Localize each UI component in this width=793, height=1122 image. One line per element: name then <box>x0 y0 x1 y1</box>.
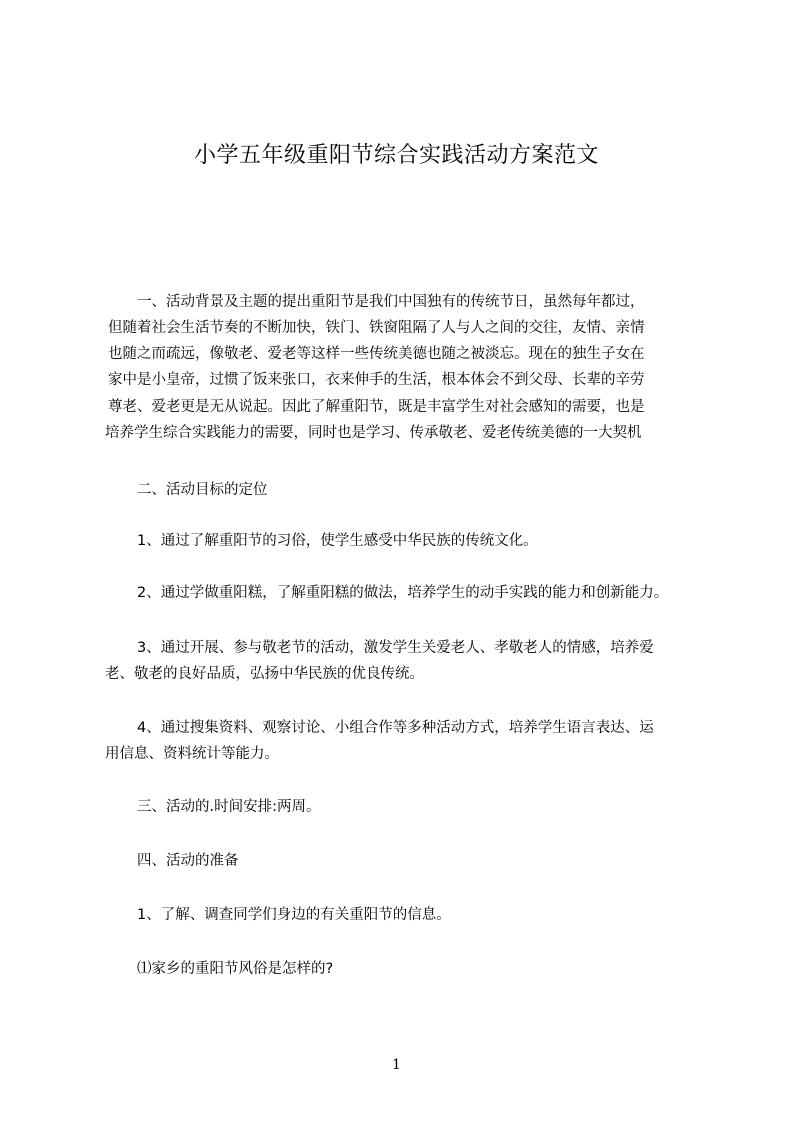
goal-item: 1、通过了解重阳节的习俗，使学生感受中华民族的传统文化。 <box>137 533 538 549</box>
paragraph-line: 家中是小皇帝，过惯了饭来张口，衣来伸手的生活，根本体会不到父母、长辈的辛劳 <box>108 372 645 388</box>
paragraph-line: 培养学生综合实践能力的需要，同时也是学习、传承敬老、爱老传统美德的一大契机 <box>105 425 642 441</box>
prep-subitem: ⑴家乡的重阳节风俗是怎样的? <box>137 961 334 977</box>
section-heading: 三、活动的.时间安排:两周。 <box>137 799 321 815</box>
goal-item-continuation: 老、敬老的良好品质，弘扬中华民族的优良传统。 <box>105 666 424 682</box>
paragraph-line: 一、活动背景及主题的提出重阳节是我们中国独有的传统节日，虽然每年都过， <box>137 294 645 310</box>
prep-item: 1、了解、调查同学们身边的有关重阳节的信息。 <box>137 907 451 923</box>
page-title: 小学五年级重阳节综合实践活动方案范文 <box>193 143 599 168</box>
paragraph-line: 尊老、爱老更是无从说起。因此了解重阳节，既是丰富学生对社会感知的需要，也是 <box>108 399 645 415</box>
goal-item: 2、通过学做重阳糕，了解重阳糕的做法，培养学生的动手实践的能力和创新能力。 <box>137 585 669 601</box>
paragraph-line: 也随之而疏远，像敬老、爱老等这样一些传统美德也随之被淡忘。现在的独生子女在 <box>108 346 645 362</box>
goal-item: 3、通过开展、参与敬老节的活动，激发学生关爱老人、孝敬老人的情感，培养爱 <box>137 640 654 656</box>
page-number: 1 <box>392 1057 401 1073</box>
section-heading: 四、活动的准备 <box>137 853 239 869</box>
section-heading: 二、活动目标的定位 <box>137 482 268 498</box>
goal-item: 4、通过搜集资料、观察讨论、小组合作等多种活动方式，培养学生语言表达、运 <box>137 720 654 736</box>
goal-item-continuation: 用信息、资料统计等能力。 <box>105 746 279 762</box>
paragraph-line: 但随着社会生活节奏的不断加快，铁门、铁窗阻隔了人与人之间的交往，友情、亲情 <box>108 320 645 336</box>
